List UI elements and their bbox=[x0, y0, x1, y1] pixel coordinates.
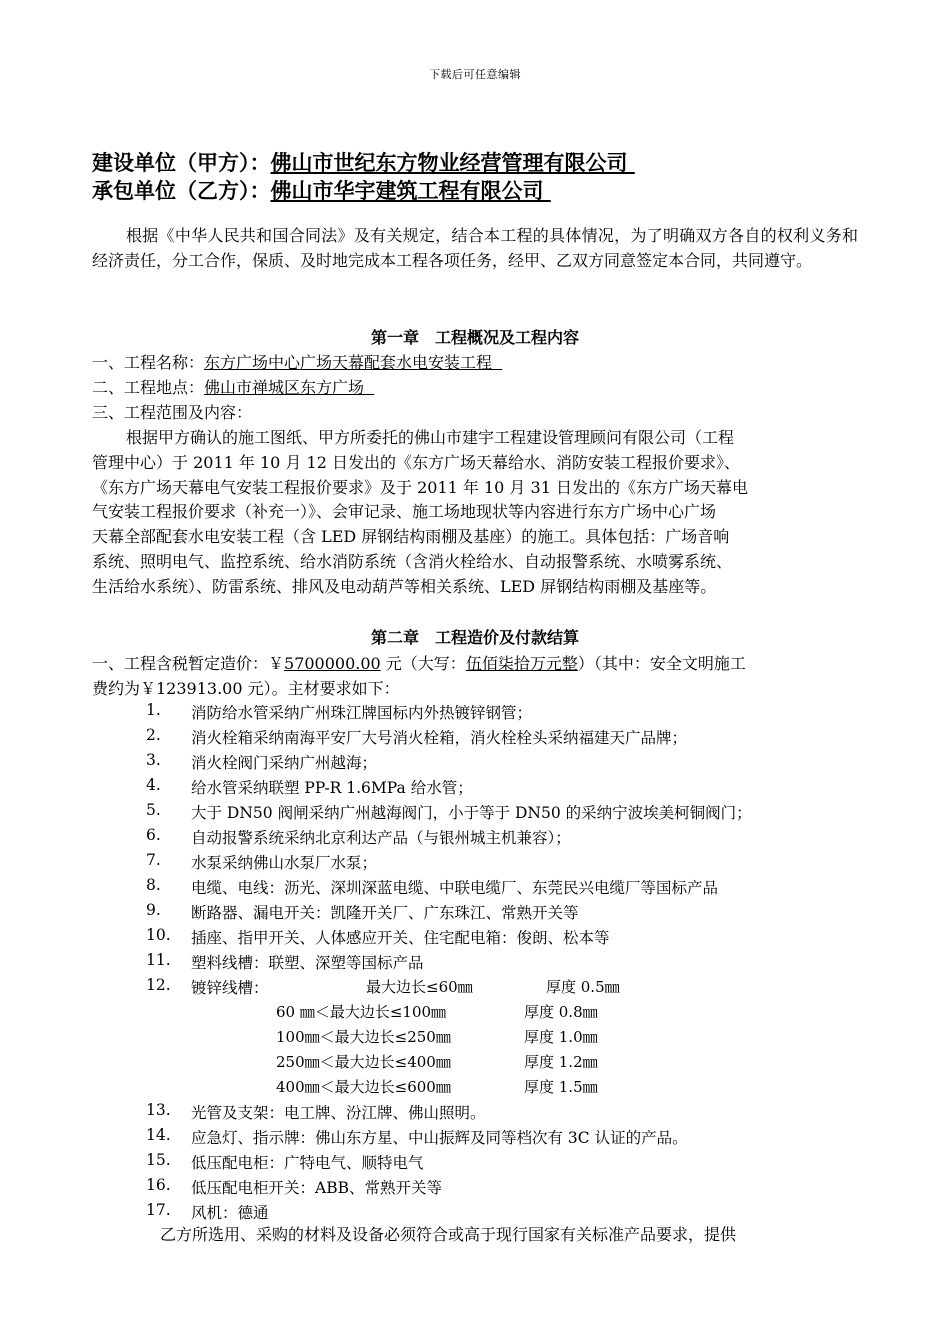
item-number: 1. bbox=[146, 701, 161, 719]
item-number: 7. bbox=[146, 851, 161, 869]
item-text: 插座、指甲开关、人体感应开关、住宅配电箱：俊朗、松本等 bbox=[191, 929, 610, 947]
party-b-name: 佛山市华宇建筑工程有限公司 bbox=[270, 179, 544, 203]
trunking-range: 100㎜＜最大边长≤250㎜ bbox=[276, 1028, 451, 1046]
item-text: 应急灯、指示牌：佛山东方星、中山振辉及同等档次有 3C 认证的产品。 bbox=[191, 1129, 688, 1147]
item-text: 消火栓箱采纳南海平安厂大号消火栓箱，消火栓栓头采纳福建天广品牌； bbox=[191, 729, 688, 747]
item-number: 16. bbox=[146, 1176, 171, 1194]
item-number: 15. bbox=[146, 1151, 171, 1169]
chapter-2-title: 第二章 工程造价及付款结算 bbox=[370, 628, 579, 647]
item-number: 9. bbox=[146, 901, 161, 919]
item-number: 17. bbox=[146, 1201, 171, 1219]
item-text: 自动报警系统采纳北京利达产品（与银州城主机兼容）； bbox=[191, 829, 571, 847]
price-line-2: 费约为￥123913.00 元）。主材要求如下： bbox=[92, 679, 400, 698]
price-amount: 5700000.00 bbox=[284, 654, 381, 673]
intro-paragraph: 根据《中华人民共和国合同法》及有关规定，结合本工程的具体情况，为了明确双方各自的权利义务和经济责任，分工合作，保质、及时地完成本工程各项任务，经甲、乙双方同意签定本合同，共同遵守。 bbox=[92, 226, 858, 270]
party-b-label: 承包单位（乙方）： bbox=[92, 179, 271, 203]
project-site-value: 佛山市禅城区东方广场 bbox=[204, 378, 365, 397]
scope-line-6: 系统、照明电气、监控系统、给水消防系统（含消火栓给水、自动报警系统、水喷雾系统、 bbox=[92, 552, 733, 571]
price-line bbox=[92, 651, 746, 674]
party-a-label: 建设单位（甲方）： bbox=[92, 151, 271, 175]
scope-line-4: 气安装工程报价要求（补充一）》、会审记录、施工场地现状等内容进行东方广场中心广场 bbox=[92, 502, 717, 521]
item-number: 5. bbox=[146, 801, 161, 819]
item-number: 13. bbox=[146, 1101, 171, 1119]
item-text: 镀锌线槽： bbox=[191, 979, 269, 997]
project-scope-label: 三、工程范围及内容： bbox=[92, 403, 253, 422]
scope-line-3: 《东方广场天幕电气安装工程报价要求》及于 2011 年 10 月 31 日发出的《东方广场天幕电 bbox=[92, 478, 748, 497]
trunking-range: 最大边长≤60㎜ bbox=[366, 978, 473, 996]
trunking-thickness: 厚度 1.5㎜ bbox=[524, 1078, 598, 1096]
price-words: 伍佰柒拾万元整 bbox=[465, 654, 578, 673]
project-name-line bbox=[92, 350, 502, 373]
project-name-label: 一、工程名称： bbox=[92, 353, 205, 372]
item-text: 消防给水管采纳广州珠江牌国标内外热镀锌钢管； bbox=[191, 704, 533, 722]
item-text: 塑料线槽：联塑、深塑等国标产品 bbox=[191, 954, 424, 972]
chapter-1-title: 第一章 工程概况及工程内容 bbox=[370, 328, 579, 347]
price-prefix: 一、工程含税暂定造价：￥ bbox=[92, 654, 285, 673]
item-number: 12. bbox=[146, 976, 171, 994]
item-number: 14. bbox=[146, 1126, 171, 1144]
item-text: 大于 DN50 阀闸采纳广州越海阀门，小于等于 DN50 的采纳宁波埃美柯铜阀门； bbox=[191, 804, 752, 822]
scope-line-5: 天幕全部配套水电安装工程（含 LED 屏钢结构雨棚及基座）的施工。具体包括：广场音响 bbox=[92, 527, 730, 546]
project-site-line bbox=[92, 375, 374, 398]
trunking-thickness: 厚度 0.5㎜ bbox=[546, 978, 620, 996]
trunking-range: 400㎜＜最大边长≤600㎜ bbox=[276, 1078, 451, 1096]
item-number: 2. bbox=[146, 726, 161, 744]
trunking-range: 250㎜＜最大边长≤400㎜ bbox=[276, 1053, 451, 1071]
scope-line-1: 根据甲方确认的施工图纸、甲方所委托的佛山市建宇工程建设管理顾问有限公司（工程 bbox=[126, 428, 735, 447]
party-a bbox=[92, 147, 638, 177]
item-text: 水泵采纳佛山水泵厂水泵； bbox=[191, 854, 378, 872]
item-text: 消火栓阀门采纳广州越海； bbox=[191, 754, 378, 772]
scope-line-7: 生活给水系统）、防雷系统、排风及电动葫芦等相关系统、LED 屏钢结构雨棚及基座等。 bbox=[92, 577, 717, 596]
item-text: 风机：德通 bbox=[191, 1204, 269, 1222]
party-b bbox=[92, 175, 600, 205]
party-a-name: 佛山市世纪东方物业经营管理有限公司 bbox=[270, 151, 628, 175]
project-site-label: 二、工程地点： bbox=[92, 378, 205, 397]
item-number: 4. bbox=[146, 776, 161, 794]
price-mid: 元（大写： bbox=[380, 654, 466, 673]
item-number: 3. bbox=[146, 751, 161, 769]
item-number: 8. bbox=[146, 876, 161, 894]
item-text: 光管及支架：电工牌、汾江牌、佛山照明。 bbox=[191, 1104, 486, 1122]
item-text: 低压配电柜：广特电气、顺特电气 bbox=[191, 1154, 424, 1172]
trunking-thickness: 厚度 0.8㎜ bbox=[524, 1003, 598, 1021]
item-number: 10. bbox=[146, 926, 171, 944]
item-text: 给水管采纳联塑 PP-R 1.6MPa 给水管； bbox=[191, 779, 473, 797]
closing-line: 乙方所选用、采购的材料及设备必须符合或高于现行国家有关标准产品要求，提供 bbox=[160, 1225, 737, 1244]
price-suffix: ）（其中：安全文明施工 bbox=[577, 654, 746, 673]
item-text: 低压配电柜开关：ABB、常熟开关等 bbox=[191, 1179, 442, 1197]
page-header-note: 下载后可任意编辑 bbox=[429, 68, 521, 81]
scope-line-2: 管理中心）于 2011 年 10 月 12 日发出的《东方广场天幕给水、消防安装工程报价要求》、 bbox=[92, 453, 740, 472]
project-name-value: 东方广场中心广场天幕配套水电安装工程 bbox=[204, 353, 493, 372]
item-number: 6. bbox=[146, 826, 161, 844]
item-text: 电缆、电线：沥光、深圳深蓝电缆、中联电缆厂、东莞民兴电缆厂等国标产品 bbox=[191, 879, 719, 897]
trunking-thickness: 厚度 1.0㎜ bbox=[524, 1028, 598, 1046]
trunking-range: 60 ㎜＜最大边长≤100㎜ bbox=[276, 1003, 447, 1021]
item-number: 11. bbox=[146, 951, 171, 969]
trunking-thickness: 厚度 1.2㎜ bbox=[524, 1053, 598, 1071]
item-text: 断路器、漏电开关：凯隆开关厂、广东珠江、常熟开关等 bbox=[191, 904, 579, 922]
